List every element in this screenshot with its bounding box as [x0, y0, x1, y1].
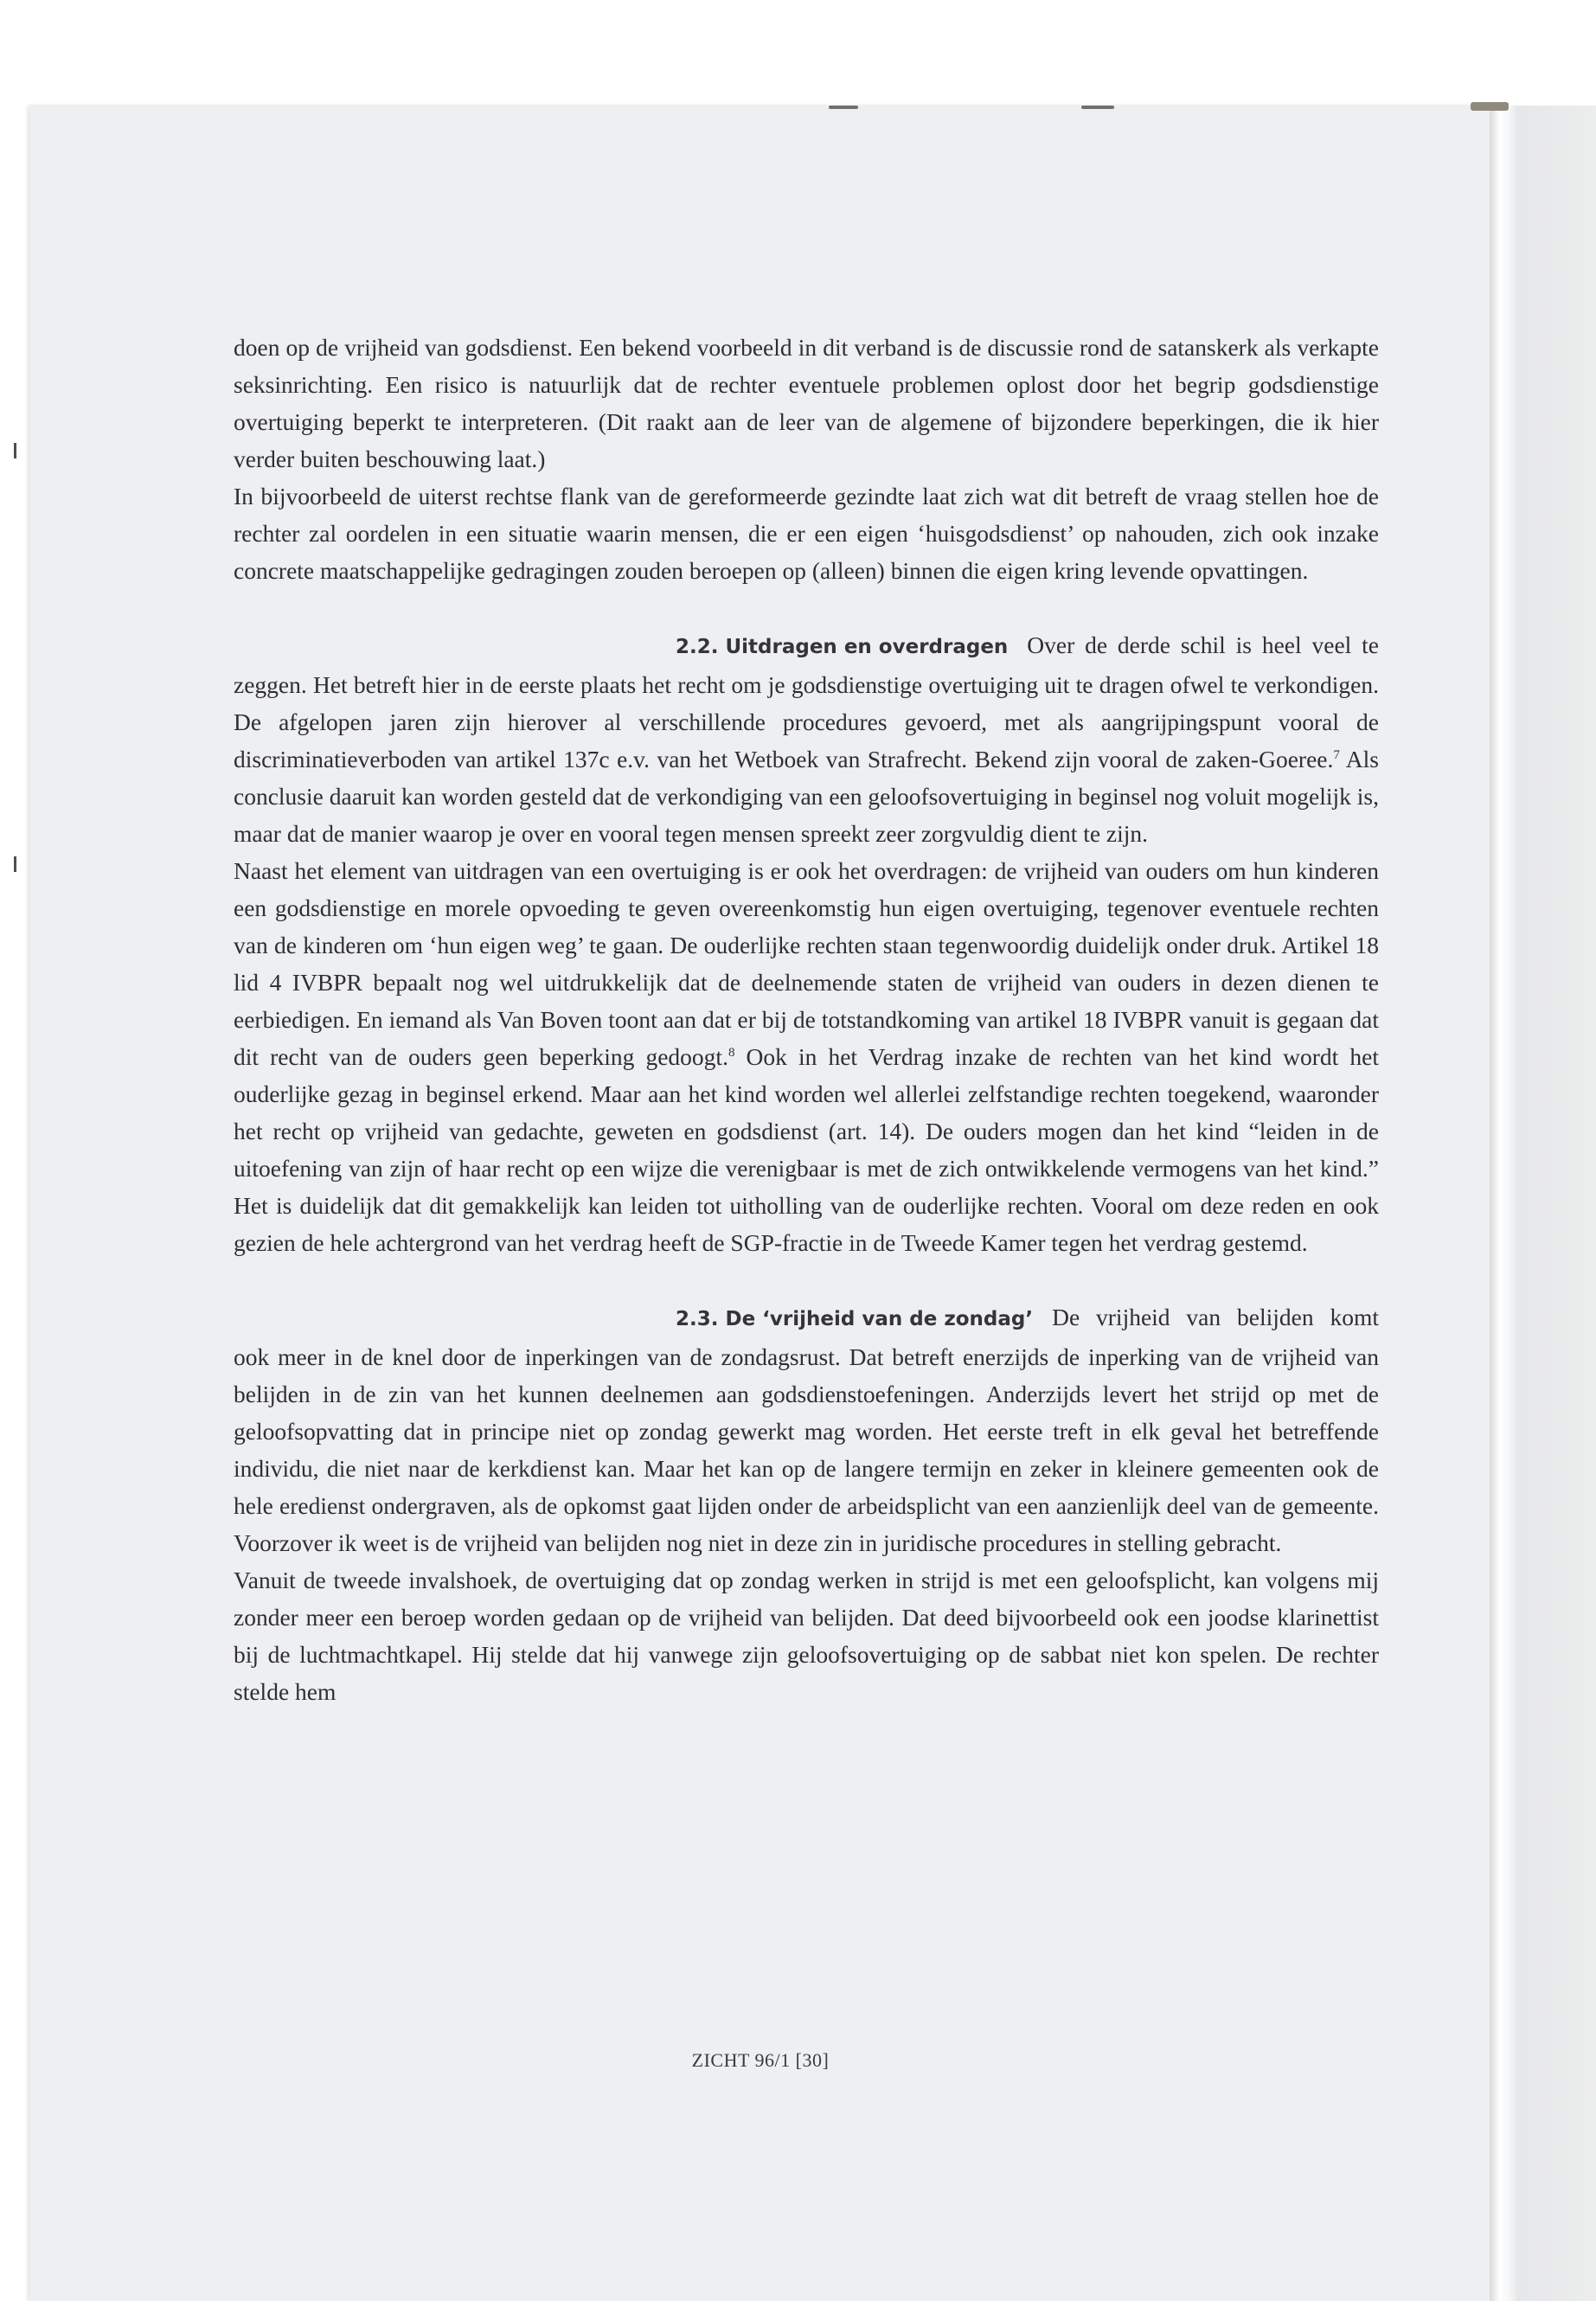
section-2-3-paragraph-1 [234, 1298, 1379, 1561]
section-2-2-paragraph-1 [234, 626, 1379, 852]
scanned-page [29, 106, 1491, 2301]
section-2-2-paragraph-2 [234, 852, 1379, 1261]
section-heading-2-2: 2.2. Uitdragen en overdragen [676, 636, 1009, 658]
section-2-2-text-2a: Naast het element van uitdragen van een overtuiging is er ook het overdragen: de vrijheid van ouders om hun kinderen een godsdienstige en morele opvoeding te geven overeenkomstig hun eigen overtuiging, tegenover eventuele rechten van de kinderen om ‘hun eigen weg’ te gaan. De ouderlijke rechten staan tegenwoordig duidelijk onder druk. Artikel 18 lid 4 IVBPR bepaalt nog wel uitdrukkelijk dat de deelnemende staten de vrijheid van ouders in dezen dienen te eerbiedigen. En iemand als Van Boven toont aan dat er bij de totstandkoming van artikel 18 IVBPR vanuit is gegaan dat dit recht van de ouders geen beperking gedoogt. [234, 857, 1379, 1070]
page-footer: ZICHT 96/1 [30] [691, 2049, 830, 2071]
intro-paragraph-2: In bijvoorbeeld de uiterst rechtse flank van de gereformeerde gezindte laat zich wat dit betreft de vraag stellen hoe de rechter zal oordelen in een situatie waarin mensen, die er een eigen ‘huisgodsdienst’ op nahouden, zich ook inzake concrete maatschappelijke gedragingen zouden beroepen op (alleen) binnen die eigen kring levende opvattingen. [234, 483, 1379, 584]
section-2-3-text-1: De vrijheid van belijden komt ook meer in de knel door de inperkingen van de zondagsrust. Dat betreft enerzijds de inperking van de vrijheid van belijden in de zin van het kunnen deelnemen aan godsdienstoefeningen. Anderzijds levert het strijd op met de geloofsopvatting dat in principe niet op zondag gewerkt mag worden. Het eerste treft in elk geval het betreffende individu, die niet naar de kerkdienst kan. Maar het kan op de langere termijn en zeker in kleinere gemeenten ook de hele eredienst ondergraven, als de opkomst gaat lijden onder de arbeidsplicht van een aanzienlijk deel van de gemeente. Voorzover ik weet is de vrijheid van belijden nog niet in deze zin in juridische procedures in stelling gebracht. [234, 1304, 1379, 1556]
page-fold-shadow [1490, 106, 1519, 2301]
binding-clip-mark [1471, 102, 1509, 111]
section-2-2-text-1a: Over de derde schil is heel veel te zeggen. Het betreft hier in de eerste plaats het recht om je godsdienstige overtuiging uit te dragen ofwel te verkondigen. De afgelopen jaren zijn hierover al verschillende procedures gevoerd, met als aangrijpingspunt vooral de discriminatieverboden van artikel 137c e.v. van het Wetboek van Strafrecht. Bekend zijn vooral de zaken-Goeree. [234, 631, 1379, 772]
top-edge-mark [1081, 106, 1114, 109]
section-2-3-paragraph-2: Vanuit de tweede invalshoek, de overtuiging dat op zondag werken in strijd is met een geloofsplicht, kan volgens mij zonder meer een beroep worden gedaan op de vrijheid van belijden. Dat deed bijvoorbeeld ook een joodse klarinettist bij de luchtmachtkapel. Hij stelde dat hij vanwege zijn geloofsovertuiging op de sabbat niet kon spelen. De rechter stelde hem [234, 1567, 1379, 1705]
body-text [234, 329, 1379, 1710]
footnote-ref-8: 8 [727, 1045, 735, 1060]
footnote-ref-7: 7 [1333, 747, 1340, 762]
left-margin-mark [14, 856, 16, 872]
section-2-2-text-1b: Als conclusie daaruit kan worden gesteld dat de verkondiging van een geloofsovertuiging in beginsel nog voluit mogelijk is, maar dat de manier waarop je over en vooral tegen mensen spreekt zeer zorgvuldig dient te zijn. [234, 746, 1379, 847]
adjacent-page-edge [1519, 106, 1596, 2301]
section-heading-2-3: 2.3. De ‘vrijheid van de zondag’ [676, 1308, 1034, 1330]
left-margin-mark [14, 443, 16, 458]
section-2-2-text-2b: Ook in het Verdrag inzake de rechten van het kind wordt het ouderlijke gezag in beginsel erkend. Maar aan het kind worden wel allerlei zelfstandige rechten toegekend, waaronder het recht op vrijheid van gedachte, geweten en godsdienst (art. 14). De ouders mogen dan het kind “leiden in de uitoefening van zijn of haar recht op een wijze die verenigbaar is met de zich ontwikkelende vermogens van het kind.” Het is duidelijk dat dit gemakkelijk kan leiden tot uitholling van de ouderlijke rechten. Vooral om deze reden en ook gezien de hele achtergrond van het verdrag heeft de SGP-fractie in de Tweede Kamer tegen het verdrag gestemd. [234, 1043, 1380, 1256]
intro-paragraph-1: doen op de vrijheid van godsdienst. Een bekend voorbeeld in dit verband is de discussie rond de satanskerk als verkapte seksinrichting. Een risico is natuurlijk dat de rechter eventuele problemen oplost door het begrip godsdienstige overtuiging beperkt te interpreteren. (Dit raakt aan de leer van de algemene of bijzondere beperkingen, die ik hier verder buiten beschouwing laat.) [234, 334, 1379, 472]
top-edge-mark [829, 106, 858, 109]
